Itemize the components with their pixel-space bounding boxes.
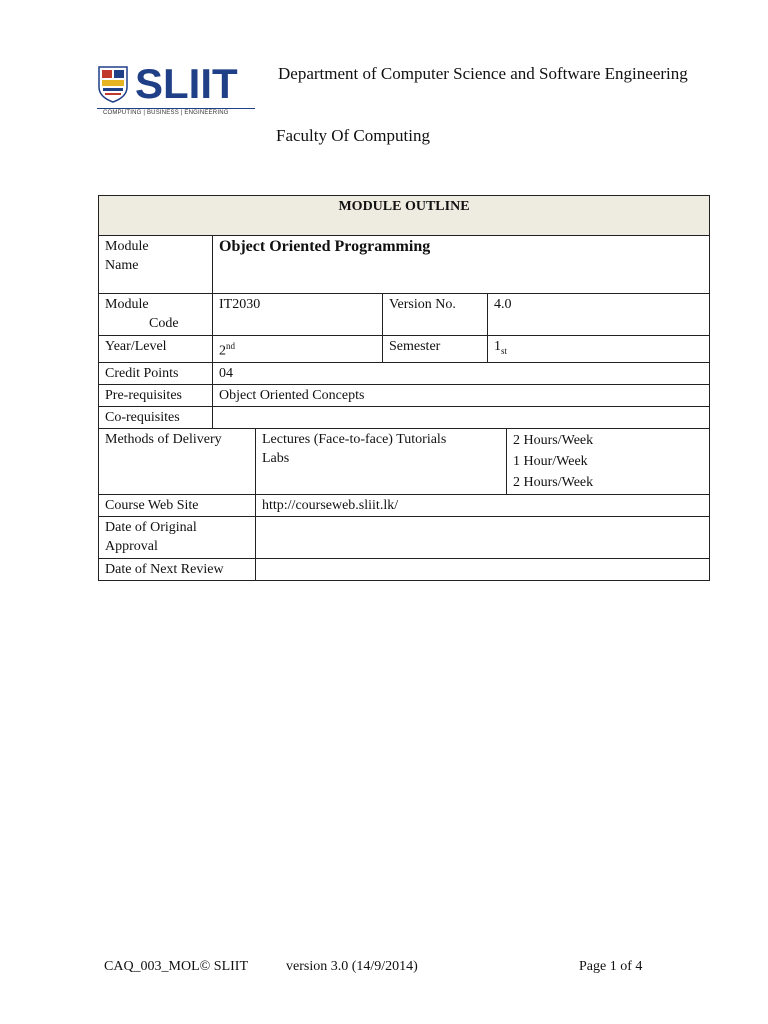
credit-label: Credit Points [99, 362, 213, 384]
logo-tagline: COMPUTING | BUSINESS | ENGINEERING [103, 110, 229, 116]
credit-value: 04 [213, 362, 710, 384]
delivery-label: Methods of Delivery [99, 428, 256, 494]
table-title: MODULE OUTLINE [99, 196, 710, 236]
sliit-crest-icon [97, 65, 129, 103]
delivery-hours: 2 Hours/Week 1 Hour/Week 2 Hours/Week [507, 428, 710, 494]
year-label: Year/Level [99, 336, 213, 363]
row-module-name [99, 236, 710, 294]
row-module-code [99, 294, 710, 336]
review-value [256, 558, 710, 580]
logo-divider [97, 108, 255, 109]
delivery-methods: Lectures (Face-to-face) Tutorials Labs [256, 428, 507, 494]
module-code-label: Module Code [99, 294, 213, 336]
faculty-title: Faculty Of Computing [276, 126, 430, 145]
logo-wordmark: SLIIT [135, 60, 238, 107]
module-name-value: Object Oriented Programming [213, 236, 710, 294]
row-prerequisites [99, 384, 710, 406]
website-value: http://courseweb.sliit.lk/ [256, 494, 710, 516]
footer-version: version 3.0 (14/9/2014) [286, 959, 418, 974]
footer-doc-code: CAQ_003_MOL© SLIIT [104, 959, 249, 974]
row-approval [99, 516, 710, 558]
year-value: 2nd [213, 336, 383, 363]
module-code-value: IT2030 [213, 294, 383, 336]
sliit-logo [97, 62, 255, 124]
review-label: Date of Next Review [99, 558, 256, 580]
module-name-label: Module Name [99, 236, 213, 294]
row-credit-points [99, 362, 710, 384]
department-title: Department of Computer Science and Software Engineering [278, 64, 688, 83]
row-next-review [99, 558, 710, 580]
coreq-value [213, 406, 710, 428]
module-outline-table [98, 195, 710, 581]
coreq-label: Co-requisites [99, 406, 213, 428]
row-website [99, 494, 710, 516]
semester-value: $1_{st}$ [488, 336, 710, 363]
table-header-row [99, 196, 710, 236]
row-corequisites [99, 406, 710, 428]
approval-value [256, 516, 710, 558]
footer-page-number: Page 1 of 4 [579, 959, 643, 974]
prereq-value: Object Oriented Concepts [213, 384, 710, 406]
approval-label: Date of Original Approval [99, 516, 256, 558]
row-year [99, 336, 710, 363]
website-label: Course Web Site [99, 494, 256, 516]
row-delivery [99, 428, 710, 494]
prereq-label: Pre-requisites [99, 384, 213, 406]
semester-label: Semester [383, 336, 488, 363]
version-value: 4.0 [488, 294, 710, 336]
version-label: Version No. [383, 294, 488, 336]
